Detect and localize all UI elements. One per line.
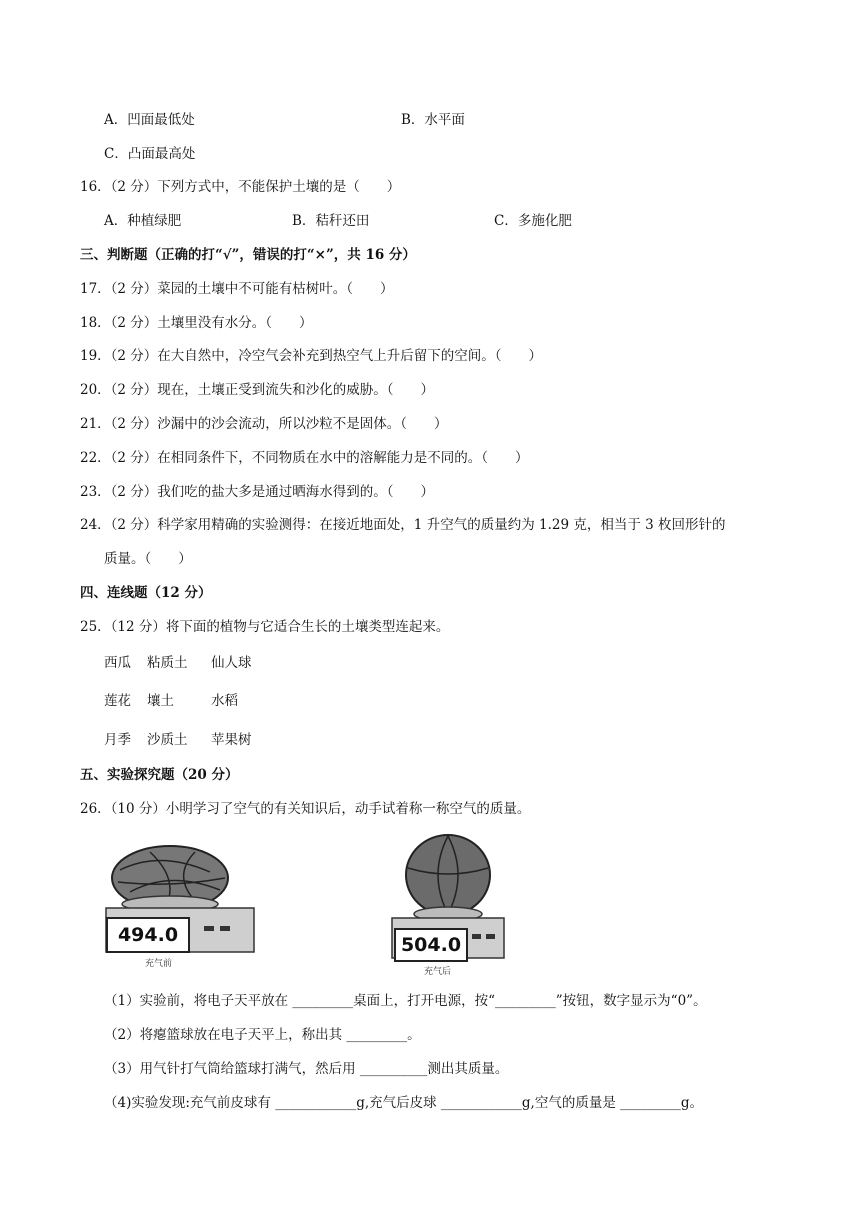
q16-stem: 16．（2 分）下列方式中，不能保护土壤的是（ ） <box>80 179 401 195</box>
q15-option-a: A．凹面最低处 <box>104 112 195 128</box>
scale-reading-after: 504.0 <box>394 928 468 962</box>
q16-option-b: B．秸秆还田 <box>292 213 370 229</box>
q25-plant-right-2: 水稻 <box>211 693 238 709</box>
section4-title: 四、连线题（12 分） <box>80 585 212 601</box>
q15-option-c: C．凸面最高处 <box>104 146 196 162</box>
scale-reading-before: 494.0 <box>106 917 190 953</box>
question-24-line1: 24．（2 分）科学家用精确的实验测得：在接近地面处，1 升空气的质量约为 1.29 克，相当于 3 枚回形针的 <box>80 517 726 533</box>
section5-title: 五、实验探究题（20 分） <box>80 767 239 783</box>
question-26-stem: 26．（10 分）小明学习了空气的有关知识后，动手试着称一称空气的质量。 <box>80 801 531 817</box>
question-17: 17．（2 分）菜园的土壤中不可能有枯树叶。（ ） <box>80 281 394 297</box>
question-19: 19．（2 分）在大自然中，冷空气会补充到热空气上升后留下的空间。（ ） <box>80 348 543 364</box>
question-22: 22．（2 分）在相同条件下，不同物质在水中的溶解能力是不同的。（ ） <box>80 450 529 466</box>
q25-soil-3: 沙质土 <box>147 732 188 748</box>
q16-option-c: C．多施化肥 <box>494 213 572 229</box>
section3-title: 三、判断题（正确的打“√”，错误的打“×”，共 16 分） <box>80 247 416 263</box>
q26-part-3: （3）用气针打气筒给篮球打满气，然后用 __________测出其质量。 <box>104 1061 509 1077</box>
question-25-stem: 25．（12 分）将下面的植物与它适合生长的土壤类型连起来。 <box>80 619 450 635</box>
caption-after: 充气后 <box>424 967 452 977</box>
inflated-ball-scale-figure <box>388 830 508 980</box>
q26-part-2: （2）将瘪篮球放在电子天平上，称出其 _________。 <box>104 1027 421 1043</box>
q26-part-1: （1）实验前，将电子天平放在 _________桌面上，打开电源，按“_________”按钮，数字显示为“0”。 <box>104 993 707 1009</box>
q15-option-b: B．水平面 <box>401 112 465 128</box>
q25-plant-left-3: 月季 <box>104 732 131 748</box>
q25-soil-1: 粘质土 <box>147 655 188 671</box>
question-20: 20．（2 分）现在，土壤正受到流失和沙化的威胁。（ ） <box>80 382 435 398</box>
question-24-line2: 质量。（ ） <box>104 551 192 567</box>
q25-plant-right-1: 仙人球 <box>211 655 252 671</box>
q16-option-a: A．种植绿肥 <box>104 213 182 229</box>
deflated-ball-scale-figure <box>100 830 255 975</box>
q25-plant-left-2: 莲花 <box>104 693 131 709</box>
caption-before: 充气前 <box>145 959 173 969</box>
question-18: 18．（2 分）土壤里没有水分。（ ） <box>80 315 313 331</box>
question-21: 21．（2 分）沙漏中的沙会流动，所以沙粒不是固体。（ ） <box>80 416 448 432</box>
q26-part-4: （4)实验发现:充气前皮球有 ____________g,充气后皮球 ____________g,空气的质量是 _________g。 <box>104 1095 704 1111</box>
q25-plant-right-3: 苹果树 <box>211 732 252 748</box>
q25-plant-left-1: 西瓜 <box>104 655 131 671</box>
q25-soil-2: 壤土 <box>147 693 174 709</box>
question-23: 23．（2 分）我们吃的盐大多是通过晒海水得到的。（ ） <box>80 484 435 500</box>
